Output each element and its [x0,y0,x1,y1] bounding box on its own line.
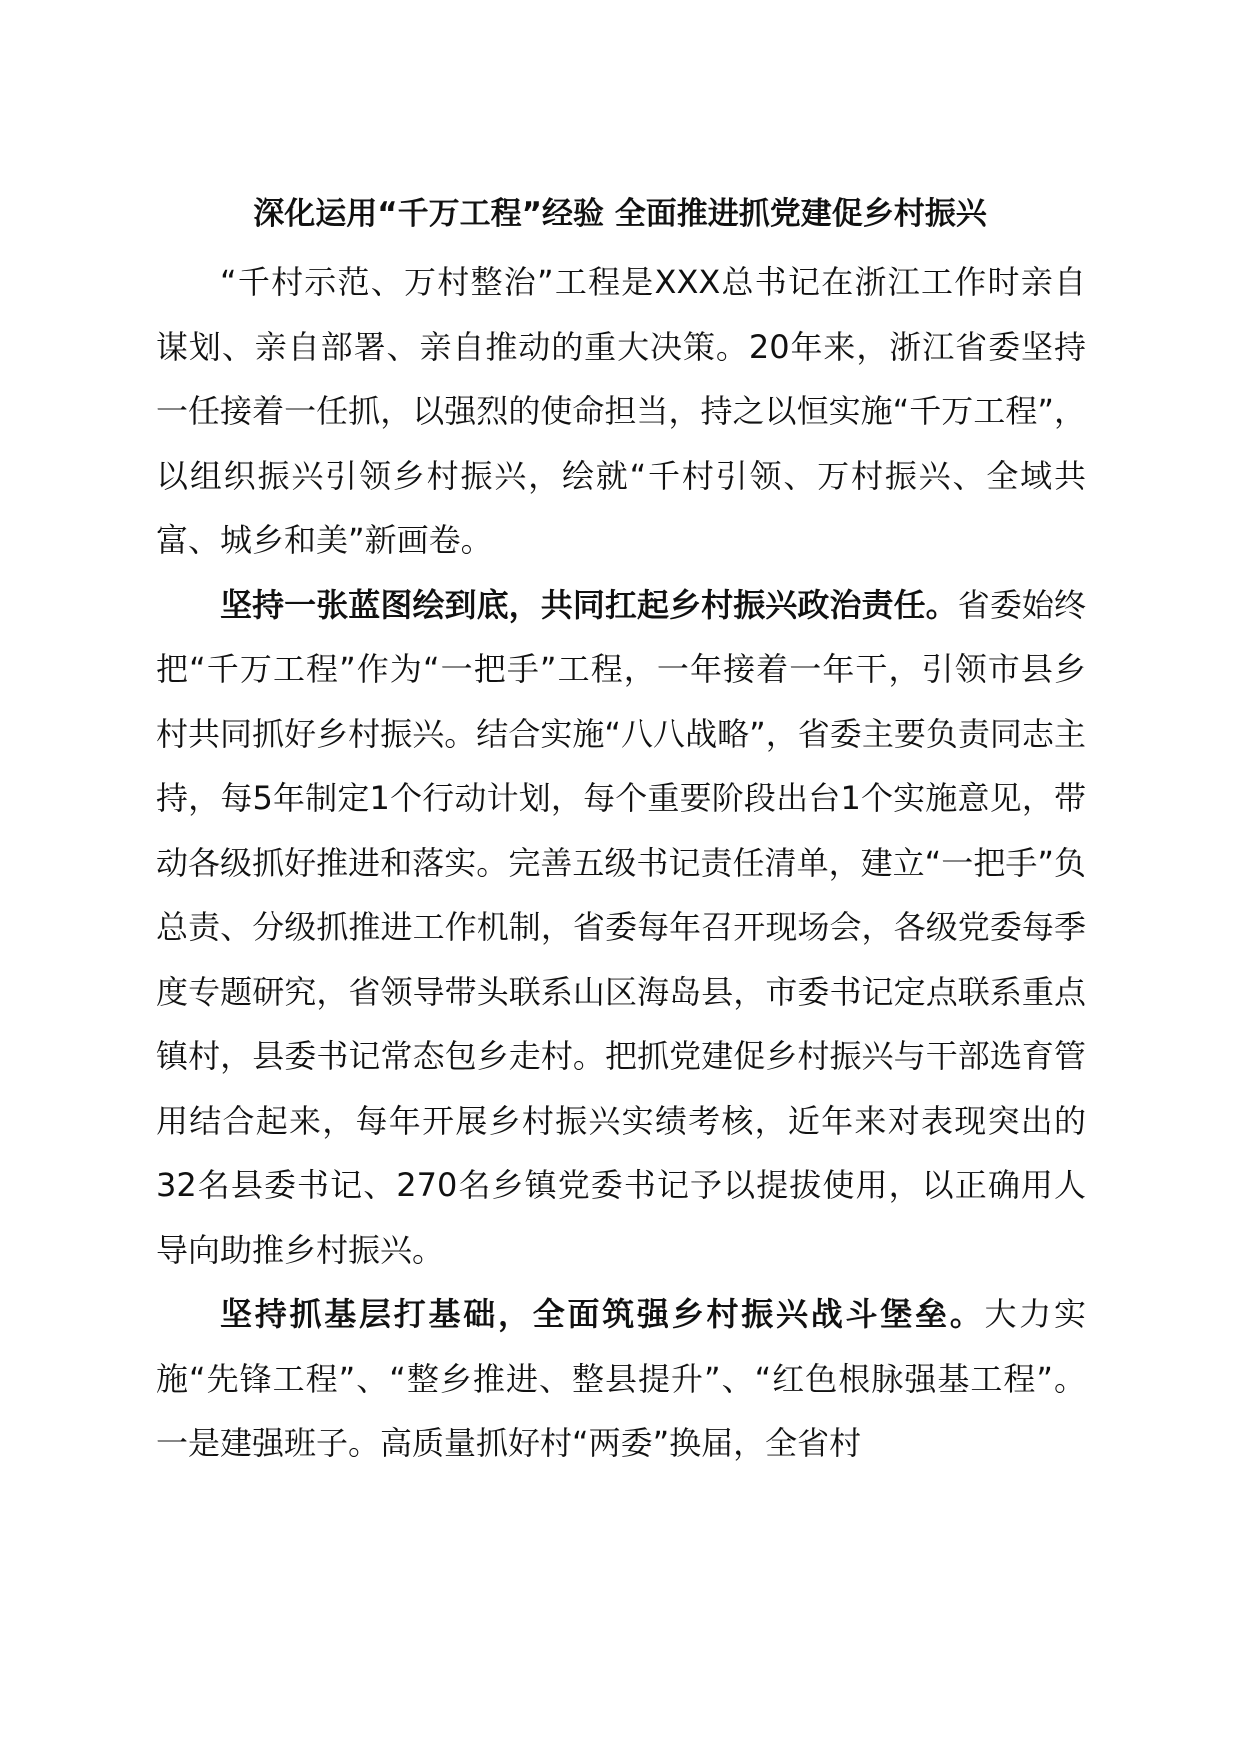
document-body [156,250,1086,1476]
document-title: 深化运用“千万工程”经验 全面推进抓党建促乡村振兴 [253,196,987,232]
paragraph-intro-text: “千村示范、万村整治”工程是XXX总书记在浙江工作时亲自谋划、亲自部署、亲自推动的重大决策。20年来，浙江省委坚持一任接着一任抓，以强烈的使命担当，持之以恒实施“千万工程”，以组织振兴引领乡村振兴，绘就“千村引领、万村振兴、全域共富、城乡和美”新画卷。 [156,263,1086,559]
paragraph-intro [156,250,1086,573]
paragraph-grassroots-lead: 坚持抓基层打基础，全面筑强乡村振兴战斗堡垒。 [220,1295,985,1333]
paragraph-grassroots-text: 大力实施“先锋工程”、“整乡推进、整县提升”、“红色根脉强基工程”。一是建强班子。高质量抓好村“两委”换届，全省村 [156,1295,1086,1462]
paragraph-blueprint [156,573,1086,1283]
paragraph-blueprint-text: 省委始终把“千万工程”作为“一把手”工程，一年接着一年干，引领市县乡村共同抓好乡村振兴。结合实施“八八战略”，省委主要负责同志主持，每5年制定1个行动计划，每个重要阶段出台1个实施意见，带动各级抓好推进和落实。完善五级书记责任清单，建立“一把手”负总责、分级抓推进工作机制，省委每年召开现场会，各级党委每季度专题研究，省领导带头联系山区海岛县，市委书记定点联系重点镇村，县委书记常态包乡走村。把抓党建促乡村振兴与干部选育管用结合起来，每年开展乡村振兴实绩考核，近年来对表现突出的32名县委书记、270名乡镇党委书记予以提拔使用，以正确用人导向助推乡村振兴。 [156,585,1086,1269]
paragraph-grassroots [156,1282,1086,1476]
paragraph-blueprint-lead: 坚持一张蓝图绘到底，共同扛起乡村振兴政治责任。 [220,585,958,624]
